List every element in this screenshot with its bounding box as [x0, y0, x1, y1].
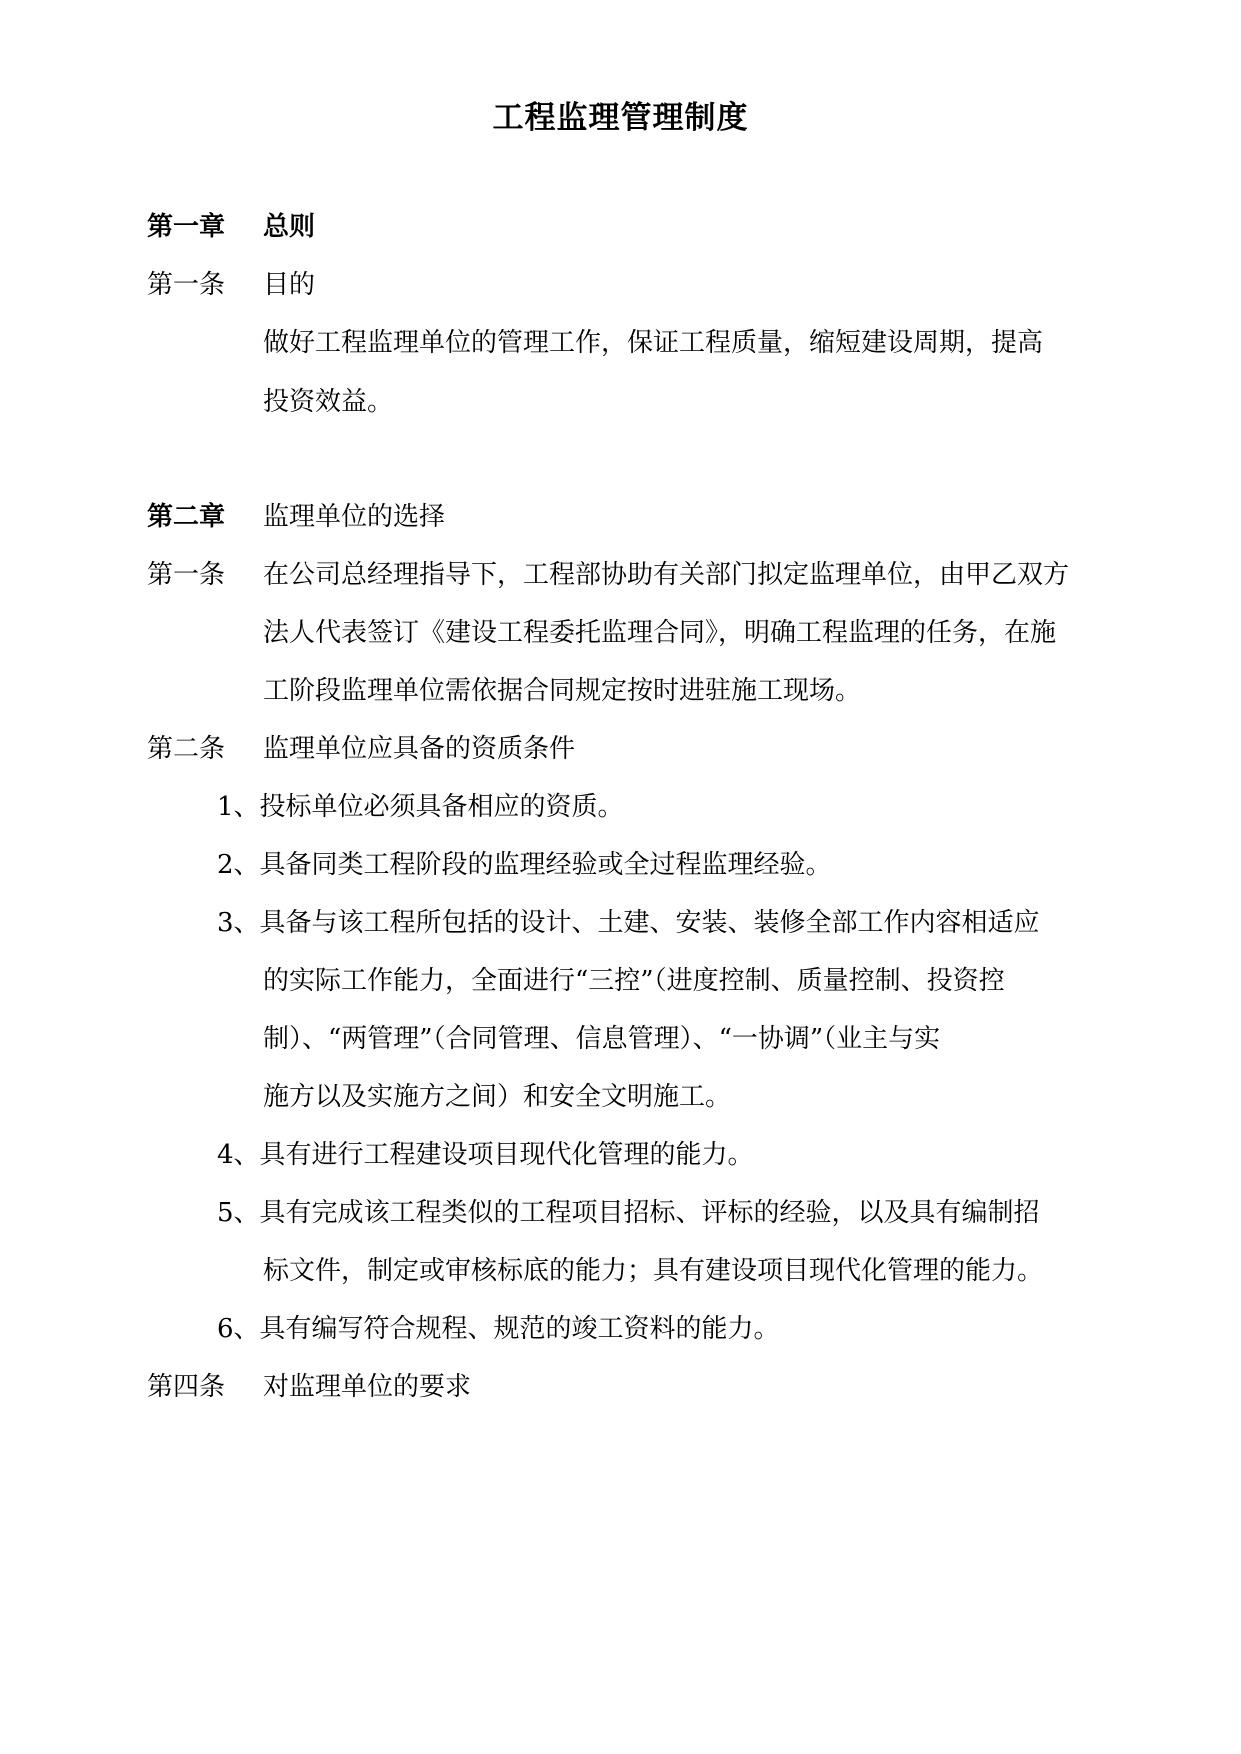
document-title: 工程监理管理制度 — [492, 100, 749, 136]
list-item-continuation: 制）、“两管理”（合同管理、信息管理）、“一协调”（业主与实 — [263, 1024, 941, 1054]
chapter-2-label: 第二章 — [147, 502, 226, 532]
paragraph-line: 做好工程监理单位的管理工作，保证工程质量，缩短建设周期，提高 — [263, 328, 1044, 358]
chapter-1-article-1-title: 目的 — [263, 270, 316, 300]
paragraph-line: 工阶段监理单位需依据合同规定按时进驻施工现场。 — [263, 676, 862, 706]
chapter-2-title: 监理单位的选择 — [263, 502, 446, 532]
chapter-2-article-1-label: 第一条 — [147, 560, 226, 590]
chapter-2-article-2-title: 监理单位应具备的资质条件 — [263, 734, 576, 764]
paragraph-line: 在公司总经理指导下，工程部协助有关部门拟定监理单位，由甲乙双方 — [263, 560, 1070, 590]
list-item-continuation: 施方以及实施方之间）和安全文明施工。 — [263, 1082, 732, 1112]
list-item: 1、投标单位必须具备相应的资质。 — [217, 792, 624, 822]
list-item-continuation: 的实际工作能力，全面进行“三控”（进度控制、质量控制、投资控 — [263, 966, 1005, 996]
chapter-2-article-2-label: 第二条 — [147, 734, 226, 764]
chapter-1-label: 第一章 — [147, 212, 226, 242]
list-item: 2、具备同类工程阶段的监理经验或全过程监理经验。 — [217, 850, 832, 880]
chapter-1-article-1-label: 第一条 — [147, 270, 226, 300]
list-item: 6、具有编写符合规程、规范的竣工资料的能力。 — [217, 1314, 780, 1344]
paragraph-line: 投资效益。 — [263, 387, 394, 417]
chapter-1-title: 总则 — [263, 212, 316, 242]
list-item-continuation: 标文件，制定或审核标底的能力；具有建设项目现代化管理的能力。 — [263, 1256, 1044, 1286]
chapter-2-article-4-title: 对监理单位的要求 — [263, 1372, 472, 1402]
chapter-2-article-4-label: 第四条 — [147, 1372, 226, 1402]
list-item: 5、具有完成该工程类似的工程项目招标、评标的经验，以及具有编制招 — [217, 1198, 1040, 1228]
list-item: 3、具备与该工程所包括的设计、土建、安装、装修全部工作内容相适应 — [217, 908, 1040, 938]
paragraph-line: 法人代表签订《建设工程委托监理合同》，明确工程监理的任务，在施 — [263, 618, 1057, 648]
list-item: 4、具有进行工程建设项目现代化管理的能力。 — [217, 1140, 754, 1170]
